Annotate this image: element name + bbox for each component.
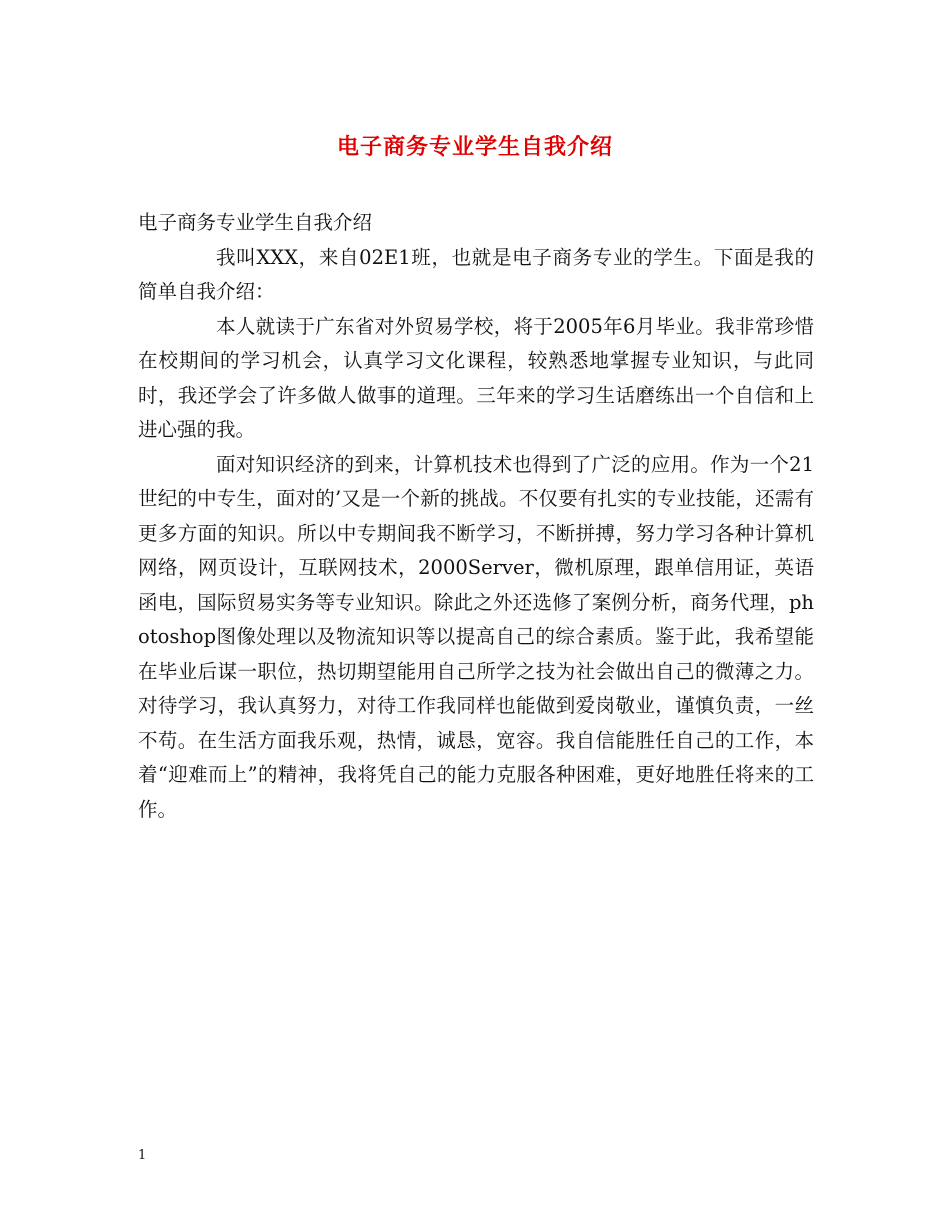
paragraph-education: 本人就读于广东省对外贸易学校，将于2005年6月毕业。我非常珍惜在校期间的学习机会，认真学习文化课程，较熟悉地掌握专业知识，与此同时，我还学会了许多做人做事的道理。三年来的学习生话磨练出一个自信和上进心强的我。 [138, 314, 814, 441]
paragraph-introduction: 我叫XXX，来自02E1班，也就是电子商务专业的学生。下面是我的简单自我介绍： [138, 245, 814, 303]
document-title: 电子商务专业学生自我介绍 [336, 134, 613, 160]
document-subtitle: 电子商务专业学生自我介绍 [138, 211, 373, 234]
paragraph-skills: 面对知识经济的到来，计算机技术也得到了广泛的应用。作为一个21世纪的中专生，面对的’又是一个新的挑战。不仅要有扎实的专业技能，还需有更多方面的知识。所以中专期间我不断学习，不断拼搏，努力学习各种计算机网络，网页设计，互联网技术，2000Server，微机原理，跟单信用证，英语函电，国际贸易实务等专业知识。除此之外还选修了案例分析，商务代理，photoshop图像处理以及物流知识等以提高自己的综合素质。鉴于此，我希望能在毕业后谋一职位，热切期望能用自己所学之技为社会做出自己的微薄之力。对待学习，我认真努力，对待工作我同样也能做到爱岗敬业，谨慎负责，一丝不苟。在生活方面我乐观，热情，诚恳，宽容。我自信能胜任自己的工作，本着“迎难而上”的精神，我将凭自己的能力克服各种困难，更好地胜任将来的工作。 [138, 452, 814, 821]
page-number: 1 [138, 1148, 147, 1163]
document-body [138, 206, 814, 827]
